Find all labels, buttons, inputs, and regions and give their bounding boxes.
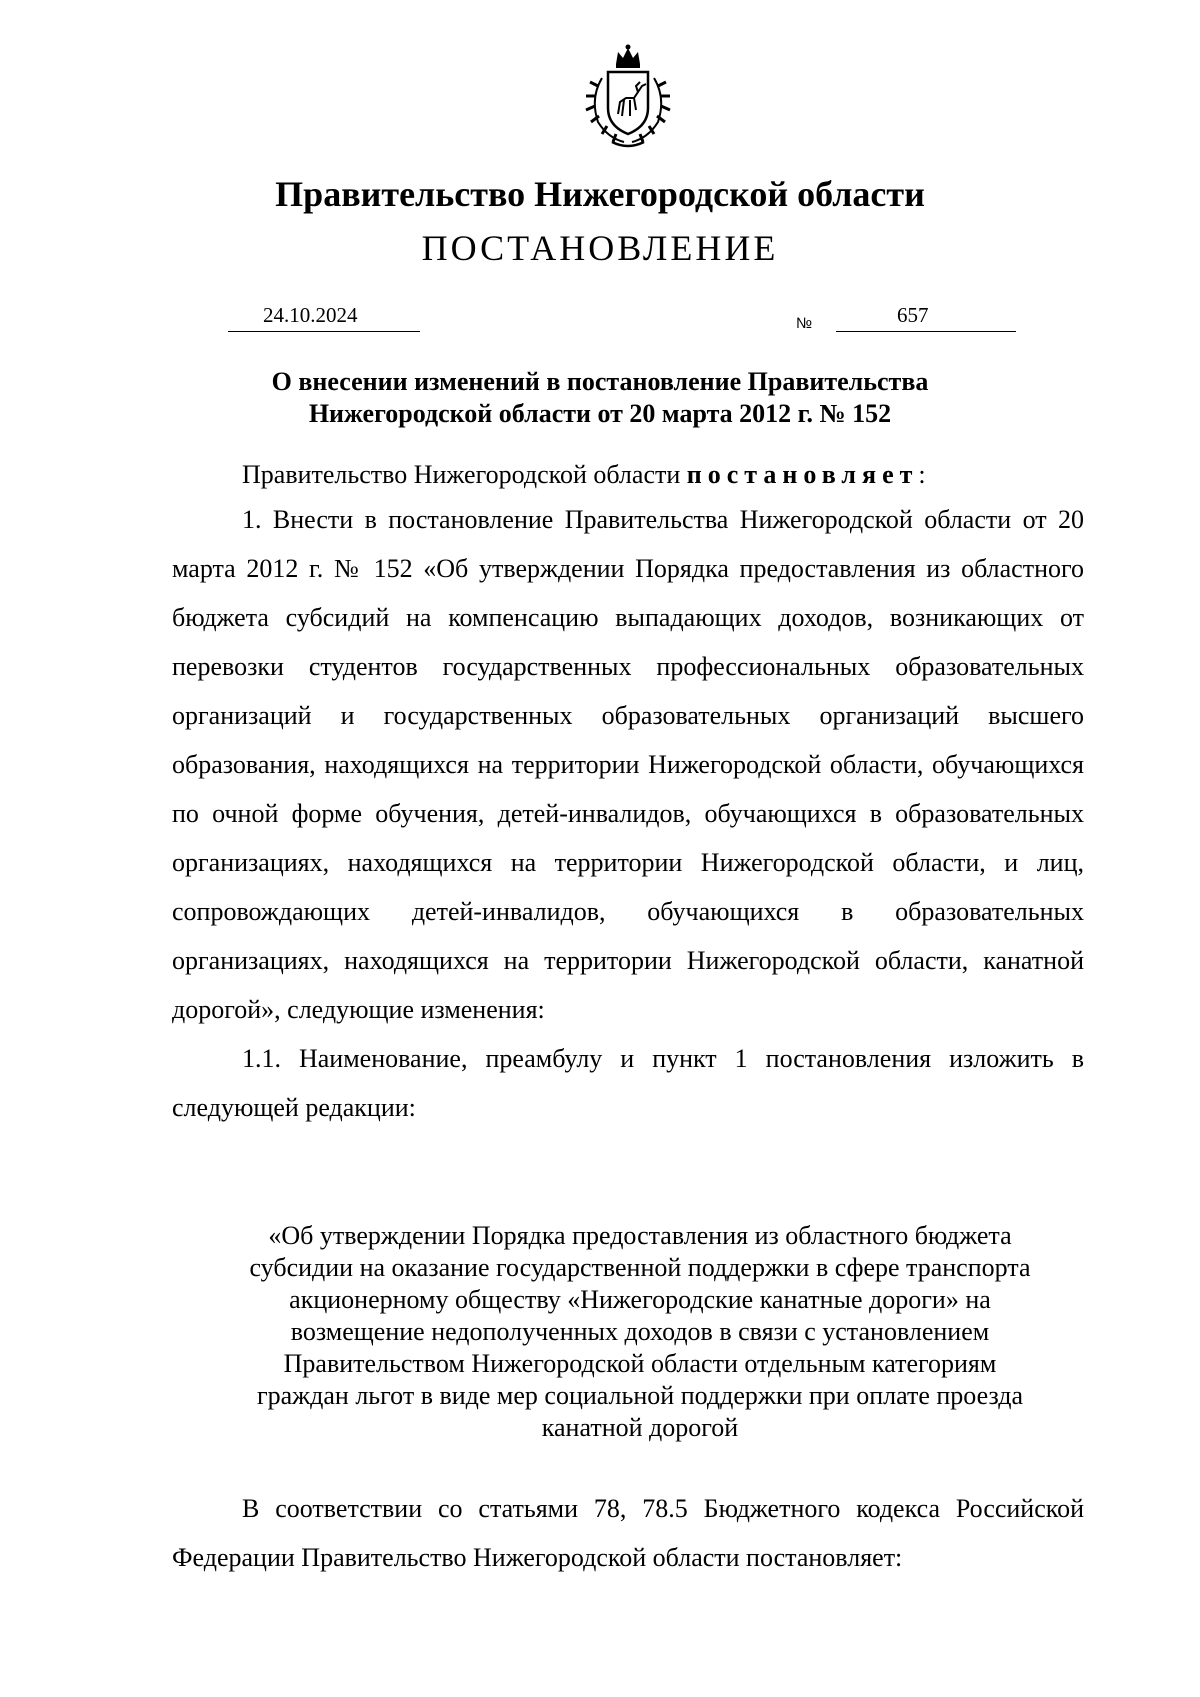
decree-prefix: Правительство Нижегородской области (242, 460, 687, 489)
document-number: 657 (897, 303, 929, 327)
quote-line: канатной дорогой (541, 1413, 739, 1442)
quote-line: возмещение недополученных доходов в связи с установлением (290, 1317, 990, 1346)
document-date: 24.10.2024 (263, 303, 358, 327)
quote-line: граждан льгот в виде мер социальной поддержки при оплате проезда (256, 1381, 1024, 1410)
subject-line: О внесении изменений в постановление Правительства (271, 367, 929, 396)
decree-word: постановляет (686, 460, 919, 489)
subject-line: Нижегородской области от 20 марта 2012 г. № 152 (308, 399, 892, 428)
number-field (836, 303, 1016, 332)
document-subject (0, 366, 1200, 430)
quote-line: акционерному обществу «Нижегородские канатные дороги» на (289, 1285, 991, 1314)
document-type-heading: ПОСТАНОВЛЕНИЕ (421, 228, 779, 268)
preamble-paragraph: В соответствии со статьями 78, 78.5 Бюджетного кодекса Российской Федерации Правительство Нижегородской области постановляет: (172, 1494, 1084, 1572)
quote-line: Правительством Нижегородской области отдельным категориям (283, 1349, 997, 1378)
coat-of-arms-emblem-icon (568, 42, 688, 150)
date-field (228, 303, 420, 332)
number-sign: № (796, 315, 813, 332)
quote-line: субсидии на оказание государственной поддержки в сфере транспорта (249, 1253, 1031, 1282)
organization-title: Правительство Нижегородской области (275, 174, 925, 214)
paragraph-item-1: 1. Внести в постановление Правительства Нижегородской области от 20 марта 2012 г. № 152 «Об утверждении Порядка предоставления из областного бюджета субсидий на компенсацию выпадающих доходов, возникающих от перевозки студентов государственных профессиональных образовательных организаций и государственных образовательных организаций высшего образования, находящихся на территории Нижегородской области, обучающихся по очной форме обучения, детей-инвалидов, обучающихся в образовательных организациях, находящихся на территории Нижегородской области, и лиц, сопровождающих детей-инвалидов, обучающихся в образовательных организациях, находящихся на территории Нижегородской области, канатной дорогой», следующие изменения: (172, 505, 1084, 1024)
paragraph-item-1-1: 1.1. Наименование, преамбулу и пункт 1 постановления изложить в следующей редакции: (172, 1044, 1084, 1122)
quote-line: «Об утверждении Порядка предоставления из областного бюджета (268, 1221, 1012, 1250)
decree-statement (172, 450, 1084, 499)
decree-suffix: : (918, 460, 926, 489)
quoted-title (212, 1220, 1068, 1444)
